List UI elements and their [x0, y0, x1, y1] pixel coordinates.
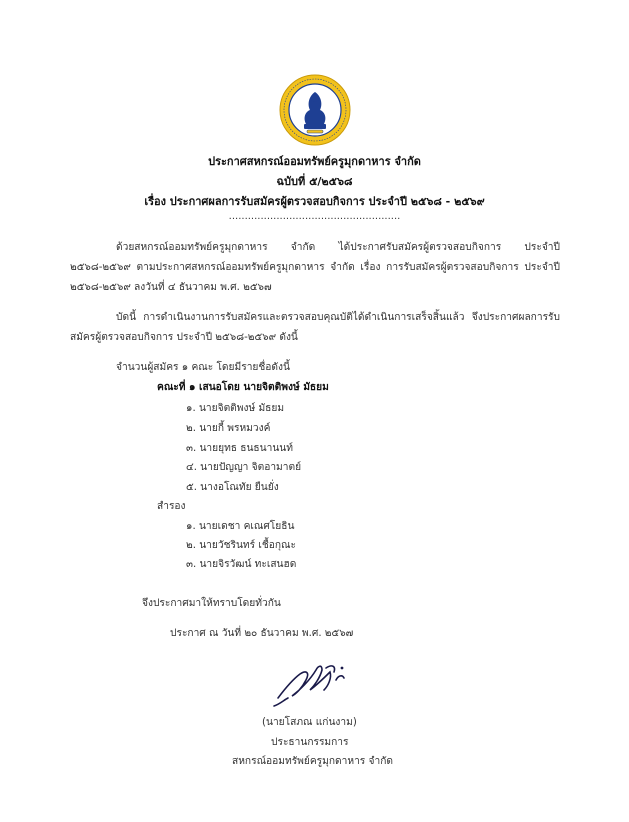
reserve-item: ๓. นายจิรวัฒน์ ทะเสนฮด — [186, 559, 297, 570]
paragraph-2 — [70, 308, 560, 348]
issue-number: ฉบับที่ ๕/๒๕๖๘ — [276, 175, 353, 188]
signatory-position: ประธานกรรมการ — [271, 737, 349, 748]
handwritten-signature — [270, 650, 360, 710]
reserve-item: ๑. นายเดชา คเณศโยธิน — [186, 521, 295, 532]
paragraph-1 — [70, 238, 560, 298]
member-item: ๕. นางอโณทัย ยืนยั่ง — [186, 482, 279, 493]
member-item: ๓. นายยุทธ ธนธนานนท์ — [186, 443, 293, 454]
closing-statement: จึงประกาศมาให้ทราบโดยทั่วกัน — [142, 598, 281, 609]
member-item: ๒. นายกี้ พรหมวงค์ — [186, 423, 271, 434]
cooperative-seal-icon — [279, 74, 351, 146]
member-item: ๑. นายจิตติพงษ์ มัธยม — [186, 403, 285, 414]
paragraph-1-text: ด้วยสหกรณ์ออมทรัพย์ครูมุกดาหาร จำกัด ได้ประกาศรับสมัครผู้ตรวจสอบกิจการ ประจำปี ๒๕๖๘-๒๕๖๙ ตามประกาศสหกรณ์ออมทรัพย์ครูมุกดาหาร จำกัด เรื่อง การรับสมัครผู้ตรวจสอบกิจการ ประจำปี ๒๕๖๘-๒๕๖๙ ลงวันที่ ๔ ธันวาคม พ.ศ. ๒๕๖๗ — [70, 242, 560, 293]
member-item: ๔. นายปัญญา จิตอามาตย์ — [186, 462, 302, 473]
signatory-name: (นายโสภณ แก่นงาม) — [262, 717, 357, 728]
subject-line: เรื่อง ประกาศผลการรับสมัครผู้ตรวจสอบกิจการ ประจำปี ๒๕๖๘ - ๒๕๖๙ — [144, 195, 485, 208]
applicants-count: จำนวนผู้สมัคร ๑ คณะ โดยมีรายชื่อดังนี้ — [116, 362, 290, 373]
separator: ...................................................... — [228, 211, 401, 222]
announce-date: ประกาศ ณ วันที่ ๒๐ ธันวาคม พ.ศ. ๒๕๖๗ — [170, 628, 354, 639]
announcement-title: ประกาศสหกรณ์ออมทรัพย์ครูมุกดาหาร จำกัด — [208, 155, 421, 168]
team-heading: คณะที่ ๑ เสนอโดย นายจิตติพงษ์ มัธยม — [157, 382, 329, 393]
signatory-organization: สหกรณ์ออมทรัพย์ครูมุกดาหาร จำกัด — [232, 756, 393, 767]
reserve-item: ๒. นายวัชรินทร์ เชื้อกุณะ — [186, 540, 296, 551]
reserve-heading: สำรอง — [157, 501, 186, 512]
paragraph-2-text: บัดนี้ การดำเนินงานการรับสมัครและตรวจสอบคุณบัติได้ดำเนินการเสร็จสิ้นแล้ว จึงประกาศผลการรับสมัครผู้ตรวจสอบกิจการ ประจำปี ๒๕๖๘-๒๕๖๙ ดังนี้ — [70, 312, 560, 343]
